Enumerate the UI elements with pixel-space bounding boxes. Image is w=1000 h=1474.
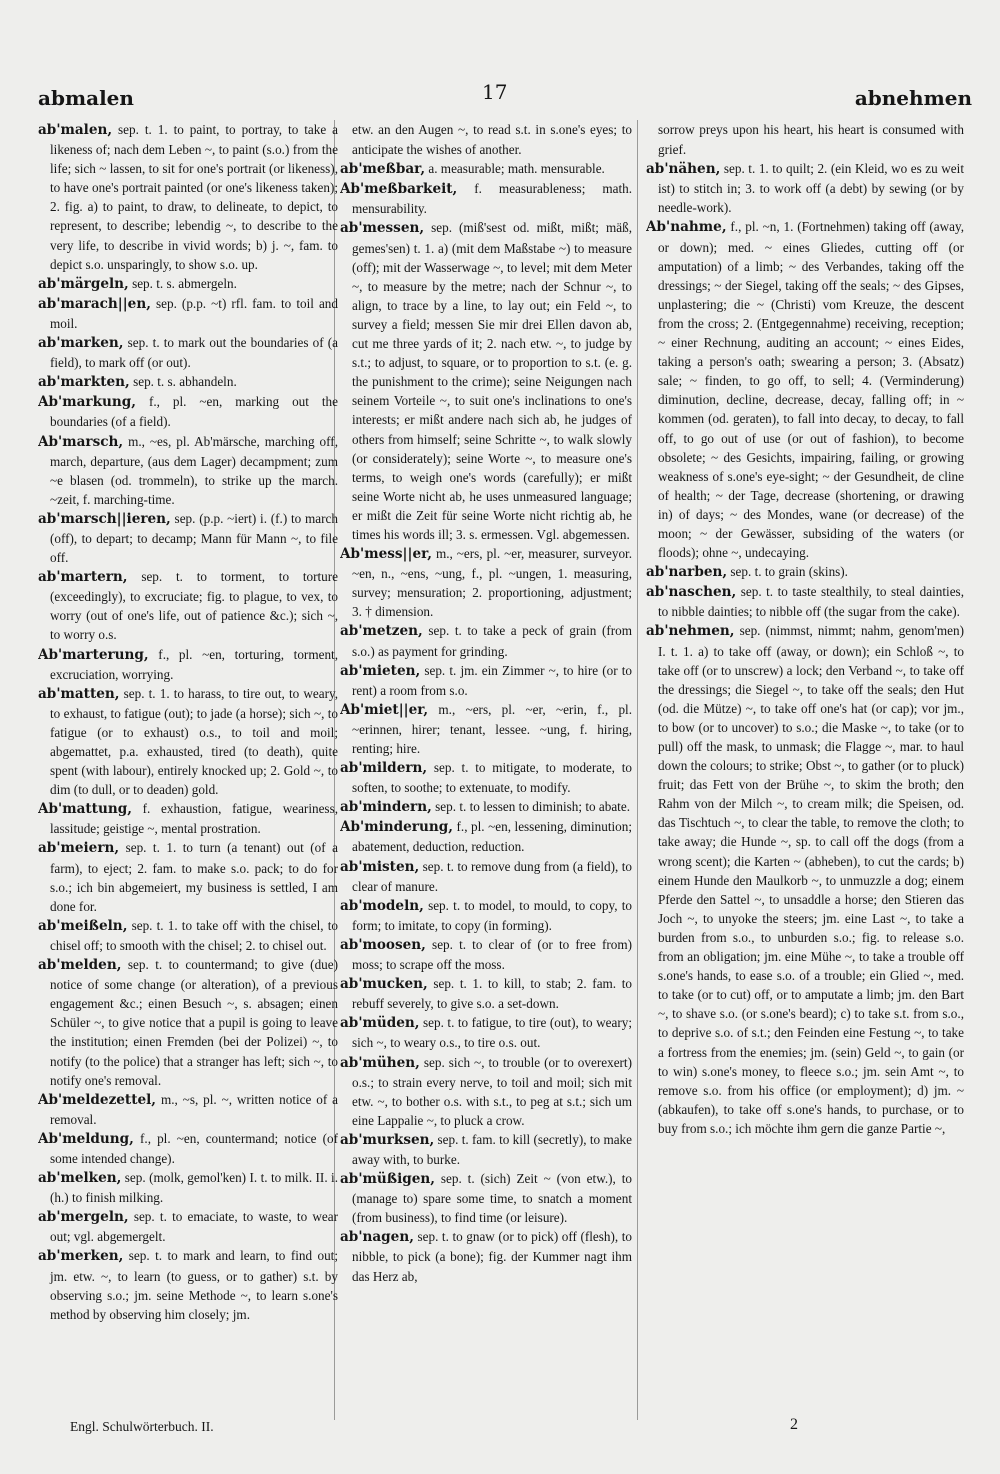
entry-headword: Ab'marsch, xyxy=(38,433,124,450)
entry-headword: ab'matten, xyxy=(38,685,120,702)
entry-definition: m., ~ers, pl. ~er, measurer, surveyor. ~en, n., ~ens, ~ung, f., pl. ~ungen, 1. measuring, survey; mensuration; 2. proportioning, adjustment; 3. † dimension. xyxy=(352,546,632,620)
entry-headword: Ab'meldung, xyxy=(38,1130,134,1147)
dictionary-entry xyxy=(38,955,338,1090)
entry-headword: Ab'mattung, xyxy=(38,801,132,818)
dictionary-entry xyxy=(38,1207,338,1246)
dictionary-entry xyxy=(38,838,338,915)
entry-headword: ab'mieten, xyxy=(340,662,421,679)
dictionary-entry xyxy=(38,120,338,274)
dictionary-entry xyxy=(340,1013,632,1052)
dictionary-entry xyxy=(340,218,632,544)
dictionary-entry xyxy=(646,621,964,1138)
entry-definition: sep. t. to lessen to diminish; to abate. xyxy=(431,799,630,815)
entry-headword: ab'nehmen, xyxy=(646,623,735,640)
entry-headword: ab'meiern, xyxy=(38,840,120,857)
entry-definition: sep. t. to mark and learn, to find out; jm. etw. ~, to learn (to guess, or to gather) s.t. by observing s.o.; jm. seine Methode ~, to learn s.one's method by observing him closely; jm. xyxy=(50,1248,338,1322)
entry-definition: sep. t. 1. to quilt; 2. (ein Kleid, wo es zu weit ist) to stitch in; 3. to work off (a debt) by sewing (or by needle-work). xyxy=(658,161,964,216)
entry-headword: Ab'meldezettel, xyxy=(38,1091,157,1108)
dictionary-entry xyxy=(340,1053,632,1130)
entry-headword: Ab'minderung, xyxy=(340,819,453,836)
entry-definition: sep. t. to clear of (or to free from) moss; to scrape off the moss. xyxy=(352,936,632,973)
dictionary-entry xyxy=(38,372,338,392)
dictionary-entry xyxy=(340,179,632,218)
running-header xyxy=(38,80,972,120)
entry-headword: ab'märgeln, xyxy=(38,275,129,292)
entry-definition: sep. t. to fatigue, to tire (out), to weary; sich ~, to weary o.s., to tire o.s. out. xyxy=(352,1015,632,1051)
entry-headword: ab'misten, xyxy=(340,858,420,875)
entry-definition: sep. sich ~, to trouble (or to overexert) o.s.; to strain every nerve, to toil and moil; sich mit etw. ~, to bother o.s. with s.t., to peg at s.t.; sich um eine Lappalie ~, to pluck a crow. xyxy=(352,1054,632,1128)
entry-definition: sep. t. fam. to kill (secretly), to make away with, to burke. xyxy=(352,1131,632,1167)
entry-headword: ab'naschen, xyxy=(646,584,737,601)
entry-definition: f., pl. ~n, 1. (Fortnehmen) taking off (away, or down); med. ~ eines Gliedes, cutting off (or amputation) of a limb; ~ des Verbandes, taking off the dressings; ~ der Siegel, taking off the seals; ~ des Gipses, unplastering; die ~ (Christi) vom Kreuze, the descent from the cross; 2. (Entgegennahme) receiving, reception; ~ einer Rechnung, auditing an account; ~ eines Eides, taking a person's oath; swearing a person; 3. (Absatz) sale; ~ finden, to go off, to sell; 4. (Verminderung) diminution, decline, decrease, decay, falling off; in ~ kommen (od. geraten), to fall into decay, to decay, to fall off, to go out of use (or out of fashion), to become obsolete; ~ des Gesichts, impairing, failing, or growing weakness of s.one's eye-sight; ~ der Gesundheit, de cline of health; ~ der Tage, decrease (shortening, or drawing in) of days; ~ des Mondes, wane (or decrease) of the moon; ~ der Gewässer, subsiding of the waters (or floods); ohne ~, undecaying. xyxy=(658,219,964,561)
dictionary-entry xyxy=(340,159,632,179)
signature-mark: 2 xyxy=(790,1416,798,1433)
entry-headword: Ab'miet||er, xyxy=(340,701,429,718)
dictionary-entry xyxy=(646,159,964,217)
entry-headword: ab'narben, xyxy=(646,564,728,581)
dictionary-entry xyxy=(340,700,632,758)
column-3 xyxy=(646,120,964,1420)
entry-definition: sep. t. to gnaw (or to pick) off (flesh), to nibble, to pick (a bone); fig. der Kummer nagt ihm das Herz ab, xyxy=(352,1229,632,1284)
dictionary-entry xyxy=(340,1169,632,1227)
entry-definition: sep. t. 1. to paint, to portray, to take a likeness of; nach dem Leben ~, to paint (s.o.) from the life; sich ~ lassen, to sit for one's portrait (or likeness), to have one's portrait painted (or one's likeness taken); 2. fig. a) to paint, to draw, to delineate, to depict, to represent, to describe; lebendig ~, to describe to the very life, to describe in vivid words; b) j. ~, fam. to depict s.o. unsparingly, to show s.o. up. xyxy=(50,122,338,272)
entry-headword: Ab'markung, xyxy=(38,394,136,411)
dictionary-entry xyxy=(340,1227,632,1285)
dictionary-entry xyxy=(646,217,964,562)
entry-definition: sep. t. to grain (skins). xyxy=(727,564,848,580)
entry-headword: ab'meßbar, xyxy=(340,161,426,178)
dictionary-entry xyxy=(38,684,338,800)
dictionary-entry xyxy=(340,1130,632,1169)
entry-headword: Ab'mess||er, xyxy=(340,546,432,563)
entry-definition: sep. t. to mitigate, to moderate, to soften, to soothe; to extenuate, to modify. xyxy=(352,760,632,796)
entry-definition: sorrow preys upon his heart, his heart is consumed with grief. xyxy=(658,122,964,158)
entry-definition: a. measurable; math. mensurable. xyxy=(425,161,605,177)
entry-definition: sep. t. 1. to harass, to tire out, to weary, to exhaust, to fatigue (out); to jade (a horse); sich ~, to fatigue (or to exhaust) o.s., to toil and moil; abgemattet, p.a. exhausted, tired (to death), quite spent (with labour), entirely knocked up; 2. Gold ~, to dim (to dull, or to deaden) gold. xyxy=(50,685,338,798)
entry-definition: m., ~es, pl. Ab'märsche, marching off, march, departure, (aus dem Lager) decampment; zum ~e blasen (od. trommeln), to strike up the march. ~zeit, f. marching-time. xyxy=(50,433,338,507)
dictionary-entry xyxy=(340,857,632,896)
entry-headword: ab'metzen, xyxy=(340,623,423,640)
entry-definition: sep. t. s. abmergeln. xyxy=(128,275,237,291)
entry-headword: ab'mergeln, xyxy=(38,1209,129,1226)
entry-definition: sep. t. (sich) Zeit ~ (von etw.), to (manage to) spare some time, to snatch a moment (from business), to find time (or leisure). xyxy=(352,1171,632,1226)
entry-headword: ab'malen, xyxy=(38,122,113,138)
entry-headword: ab'marach||en, xyxy=(38,295,151,312)
entry-definition: f., pl. ~en, lessening, diminution; abatement, deduction, reduction. xyxy=(352,819,632,855)
dictionary-entry xyxy=(38,799,338,838)
entry-definition: sep. (nimmst, nimmt; nahm, genom'men) I. t. 1. a) to take off (away, or down); ein Schloß ~, to take off (or to unscrew) a lock; den Verband ~, to take off the dressings; die Siegel ~, to take off the seals; den Hut (od. die Mütze) ~, to take off one's hat (or cap); vor jm., to bow (or to uncover) to s.o.; die Maske ~, to take (or to pull) off the mask, to unmask; die Flagge ~, mar. to haul down the colours; to strike; Obst ~, to gather (or to pluck) fruit; das Fett von der Brühe ~, to skim the broth; den Rahm von der Milch ~, to cream milk; die Speisen, od. das Tischtuch ~, to clear the table, to remove the cloth; to take away; die Hunde ~, sp. to call off the dogs (from a wrong scent); die Karten ~ (abheben), to cut the cards; b) einem Hunde den Maulkorb ~, to unmuzzle a dog; einem Pferde den Sattel ~, to unsaddle a horse; den Stieren das Joch ~, to unyoke the steers; jm. eine Last ~, to take a burden from s.o., to unburden s.o.; fig. to release s.o. from an obligation; jm. eine Mühe ~, to take a trouble off s.one's hands, to ease s.o. of a trouble; ein Glied ~, med. to take (or to cut) off, or to amputate a limb; jm. den Bart ~, to shave s.o. (or s.one's beard); c) to take s.t. from s.o., to deprive s.o. of s.t.; den Feinden eine Festung ~, to take a fortress from the enemies; jm. (sein) Geld ~, to gain (or to win) s.one's money, to fleece s.o.; jm. sein Amt ~, to remove s.o. from his office (or employment); d) jm. ~ (abkaufen), to take off s.one's hands, to purchase, or to buy from s.o.; ich möchte ihm gern die ganze Partie ~, xyxy=(658,623,964,1136)
dictionary-entry xyxy=(340,758,632,797)
entry-definition: sep. t. to mark out the boundaries of (a field), to mark off (or out). xyxy=(50,335,338,371)
dictionary-entry xyxy=(646,120,964,159)
entry-headword: Ab'meßbarkeit, xyxy=(340,181,458,198)
entry-headword: ab'meißeln, xyxy=(38,917,128,934)
dictionary-entry xyxy=(38,274,338,294)
entry-definition: sep. t. jm. ein Zimmer ~, to hire (or to rent) a room from s.o. xyxy=(352,662,632,698)
entry-headword: ab'martern, xyxy=(38,569,128,586)
entry-headword: ab'müßigen, xyxy=(340,1171,436,1188)
entry-headword: ab'murksen, xyxy=(340,1131,435,1148)
entry-definition: f. measurableness; math. mensurability. xyxy=(352,181,632,217)
entry-definition: sep. t. 1. to take off with the chisel, to chisel off; to smooth with the chisel; 2. to chisel out. xyxy=(50,917,338,953)
dictionary-entry xyxy=(340,797,632,817)
entry-headword: ab'nähen, xyxy=(646,161,721,178)
dictionary-entry xyxy=(340,621,632,660)
entry-definition: sep. (p.p. ~iert) i. (f.) to march (off), to depart; to decamp; Mann für Mann ~, to file off. xyxy=(50,510,338,566)
dictionary-entry xyxy=(38,567,338,644)
dictionary-entry xyxy=(646,562,964,582)
entry-headword: Ab'nahme, xyxy=(646,219,727,236)
entry-definition: m., ~s, pl. ~, written notice of a removal. xyxy=(50,1091,338,1127)
entry-definition: sep. t. to model, to mould, to copy, to form; to imitate, to copy (in forming). xyxy=(352,897,632,933)
entry-headword: ab'marsch||ieren, xyxy=(38,510,171,527)
dictionary-entry xyxy=(340,544,632,621)
footer-imprint: Engl. Schulwörterbuch. II. xyxy=(70,1419,214,1434)
dictionary-entry xyxy=(38,1129,338,1168)
dictionary-entry xyxy=(38,294,338,333)
dictionary-entry xyxy=(38,1246,338,1323)
entry-definition: etw. an den Augen ~, to read s.t. in s.one's eyes; to anticipate the wishes of another. xyxy=(352,122,632,158)
entry-definition: f. exhaustion, fatigue, weariness, lassitude; geistige ~, mental prostration. xyxy=(50,801,338,837)
dictionary-entry xyxy=(340,974,632,1013)
entry-headword: ab'nagen, xyxy=(340,1229,414,1246)
entry-definition: sep. (miß'sest od. mißt, mißt; mäß, gemes'sen) t. 1. a) (mit dem Maßstabe ~) to measure (off); mit der Wasserwage ~, to level; mit dem Meter ~, to measure by the metre; nach der Schnur ~, to align, to trace by a line, to lay out; ein Feld ~, to survey a field; messen Sie mir drei Ellen davon ab, cut me three yards of it; 2. nach etw. ~, to judge by s.t.; to adjust, to square, or to proportion to s.t. (e. g. the punishment to the crime); seine Neigungen nach seinem Vorteile ~, to suit one's inclinations to one's interests; er mißt andere nach sich ab, he judges of others from himself; seine Schritte ~, to walk slowly (or considerately); seine Worte ~, to measure one's terms, to weigh one's words (carefully); er mißt seine Worte nicht ab, he uses unmeasured language; er mißt die Zeit für seine Worte nicht richtig ab, he times his words ill; 3. s. ermessen. Vgl. abgemessen. xyxy=(352,220,632,542)
entry-headword: ab'moosen, xyxy=(340,936,426,953)
entry-headword: ab'markten, xyxy=(38,374,130,391)
entry-definition: sep. t. to countermand; to give (due) notice of some change (or alteration), of a previous engagement &c.; einen Besuch ~, s. absagen; einen Schüler ~, to give notice that a pupil is going to leave the institution; einen Fremden (bei der Polizei) ~, to notify (to the police) that a stranger has left; sich ~, to notify one's removal. xyxy=(50,957,338,1088)
entry-headword: ab'mucken, xyxy=(340,976,428,993)
entry-definition: sep. t. to torment, to torture (exceedingly), to excruciate; fig. to plague, to vex, to worry (out of one's life, out of patience &c.); sich ~, to worry o.s. xyxy=(50,569,338,643)
page-number: 17 xyxy=(482,80,508,104)
entry-headword: ab'melken, xyxy=(38,1170,122,1187)
dictionary-entry xyxy=(340,120,632,159)
column-divider xyxy=(637,120,638,1420)
dictionary-entry xyxy=(340,935,632,974)
column-2 xyxy=(340,120,632,1420)
entry-headword: ab'mildern, xyxy=(340,760,428,777)
dictionary-entry xyxy=(340,817,632,856)
dictionary-entry xyxy=(38,432,338,509)
dictionary-entry xyxy=(38,916,338,955)
entry-headword: Ab'marterung, xyxy=(38,646,149,663)
dictionary-entry xyxy=(340,896,632,935)
entry-definition: f., pl. ~en, countermand; notice (of some intended change). xyxy=(50,1130,338,1166)
header-right-catchword: abnehmen xyxy=(854,86,972,110)
dictionary-entry xyxy=(340,661,632,700)
entry-definition: f., pl. ~en, marking out the boundaries (of a field). xyxy=(50,394,338,430)
entry-definition: sep. t. to take a peck of grain (from s.o.) as payment for grinding. xyxy=(352,623,632,659)
entry-definition: sep. (molk, gemol'ken) I. t. to milk. II. i. (h.) to finish milking. xyxy=(50,1170,338,1206)
entry-definition: sep. t. to taste stealthily, to steal dainties, to nibble dainties; to nibble off (the sugar from the cake). xyxy=(658,584,964,620)
entry-definition: sep. t. s. abhandeln. xyxy=(129,374,237,390)
entry-headword: ab'mindern, xyxy=(340,799,432,816)
entry-definition: sep. t. 1. to kill, to stab; 2. fam. to rebuff severely, to give s.o. a set-down. xyxy=(352,976,632,1012)
entry-definition: f., pl. ~en, torturing, torment, excruciation, worrying. xyxy=(50,646,338,682)
entry-headword: ab'müden, xyxy=(340,1015,420,1032)
dictionary-entry xyxy=(38,509,338,567)
entry-definition: m., ~ers, pl. ~er, ~erin, f., pl. ~erinnen, hirer; tenant, lessee. ~ung, f. hiring, renting; hire. xyxy=(352,701,632,756)
entry-definition: sep. (p.p. ~t) rfl. fam. to toil and moil. xyxy=(50,295,338,331)
header-left-catchword: abmalen xyxy=(38,86,134,110)
dictionary-entry xyxy=(38,645,338,684)
entry-headword: ab'messen, xyxy=(340,220,425,237)
column-1 xyxy=(38,120,338,1420)
entry-headword: ab'merken, xyxy=(38,1248,124,1265)
entry-headword: ab'mühen, xyxy=(340,1054,420,1071)
entry-definition: sep. t. to remove dung from (a field), to clear of manure. xyxy=(352,858,632,894)
dictionary-entry xyxy=(646,582,964,621)
dictionary-entry xyxy=(38,1090,338,1129)
dictionary-entry xyxy=(38,333,338,372)
dictionary-entry xyxy=(38,392,338,431)
entry-headword: ab'marken, xyxy=(38,335,124,352)
entry-definition: sep. t. 1. to turn (a tenant) out (of a farm), to eject; 2. fam. to make s.o. pack; to do for s.o.; ich bin abgemeiert, my business is settled, I am done for. xyxy=(50,840,338,914)
entry-headword: ab'modeln, xyxy=(340,897,424,914)
entry-definition: sep. t. to emaciate, to waste, to wear out; vgl. abgemergelt. xyxy=(50,1209,338,1245)
entry-headword: ab'melden, xyxy=(38,957,122,974)
dictionary-entry xyxy=(38,1168,338,1207)
